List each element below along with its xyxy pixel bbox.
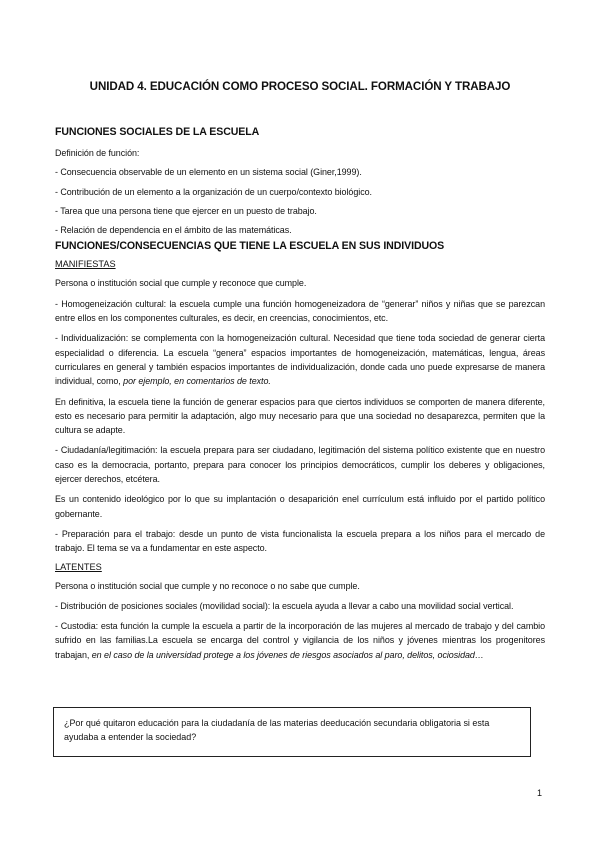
- subheading-manifiestas: MANIFIESTAS: [55, 259, 116, 270]
- paragraph-ideologico: Es un contenido ideológico por lo que su implantación o desaparición enel currículum está influido por el partido político gobernante.: [55, 494, 545, 519]
- individualizacion-italic: por ejemplo, en comentarios de texto.: [123, 376, 271, 387]
- page-number: 1: [537, 788, 543, 798]
- paragraph-distribucion: - Distribución de posiciones sociales (movilidad social): la escuela ayuda a llevar a cabo una movilidad social vertical.: [55, 600, 514, 611]
- custodia-text: - Custodia: esta función la cumple la escuela a partir de la incorporación de las mujeres al mercado de trabajo y del cambio sufrido en las familias.La escuela se encarga del control y vigilancia de los niños y jóvenes mientras los progenitores trabajan,: [55, 621, 545, 660]
- definition-item: - Tarea que una persona tiene que ejercer en un puesto de trabajo.: [55, 205, 317, 216]
- section-heading-funciones-sociales: FUNCIONES SOCIALES DE LA ESCUELA: [55, 126, 260, 138]
- document-body: [55, 126, 545, 668]
- paragraph-custodia: [55, 619, 545, 662]
- manifiestas-definition: Persona o institución social que cumple y reconoce que cumple.: [55, 278, 307, 289]
- definition-label: Definición de función:: [55, 148, 140, 158]
- page-title: UNIDAD 4. EDUCACIÓN COMO PROCESO SOCIAL. FORMACIÓN Y TRABAJO: [89, 80, 511, 93]
- paragraph-ciudadania: - Ciudadanía/legitimación: la escuela prepara para ser ciudadano, legitimación del sistema político existente que en nuestro caso es la democracia, portanto, prepara para conocer los principios democráticos, cumplir los deberes y obligaciones, ejercer derechos, etcétera.: [55, 445, 545, 485]
- paragraph-definitiva: En definitiva, la escuela tiene la función de generar espacios para que ciertos individuos se comporten de manera diferente, esto es necesario para permitir la adaptación, algo muy necesario para que una sociedad no desaparezca, permiten que la cultura se adapte.: [55, 396, 545, 436]
- paragraph-homogeneizacion: - Homogeneización cultural: la escuela cumple una función homogeneizadora de “generar” niños y niñas que se parezcan entre ellos en los componentes culturales, es decir, en creencias, conocimientos, etc.: [55, 298, 545, 324]
- paragraph-trabajo: - Preparación para el trabajo: desde un punto de vista funcionalista la escuela prepara a los niños para el mercado de trabajo. El tema se va a fundamentar en este aspecto.: [55, 528, 545, 554]
- definition-item: - Consecuencia observable de un elemento en un sistema social (Giner,1999).: [55, 167, 362, 178]
- section-heading-consecuencias: FUNCIONES/CONSECUENCIAS QUE TIENE LA ESCUELA EN SUS INDIVIDUOS: [55, 240, 445, 253]
- individualizacion-text: - Individualización: se complementa con la homogeneización cultural. Necesidad que tiene toda sociedad de generar cierta especialidad o diferencia. La escuela “genera” espacios importantes de homogeneización, matemáticas, lengua, áreas curriculares en general y también espacios importantes de individualización, donde cada uno puede expresarse de manera individual, como,: [55, 333, 545, 387]
- latentes-definition: Persona o institución social que cumple y no reconoce o no sabe que cumple.: [55, 580, 360, 591]
- subheading-latentes: LATENTES: [55, 561, 102, 572]
- definition-item: - Relación de dependencia en el ámbito de las matemáticas.: [55, 225, 292, 236]
- question-box: ¿Por qué quitaron educación para la ciudadanía de las materias deeducación secundaria obligatoria si esta ayudaba a entender la sociedad?: [53, 707, 531, 757]
- paragraph-individualizacion: [55, 331, 545, 388]
- definition-item: - Contribución de un elemento a la organización de un cuerpo/contexto biológico.: [55, 186, 372, 197]
- custodia-italic: en el caso de la universidad protege a los jóvenes de riesgos asociados al paro, delitos, ociosidad…: [91, 649, 484, 660]
